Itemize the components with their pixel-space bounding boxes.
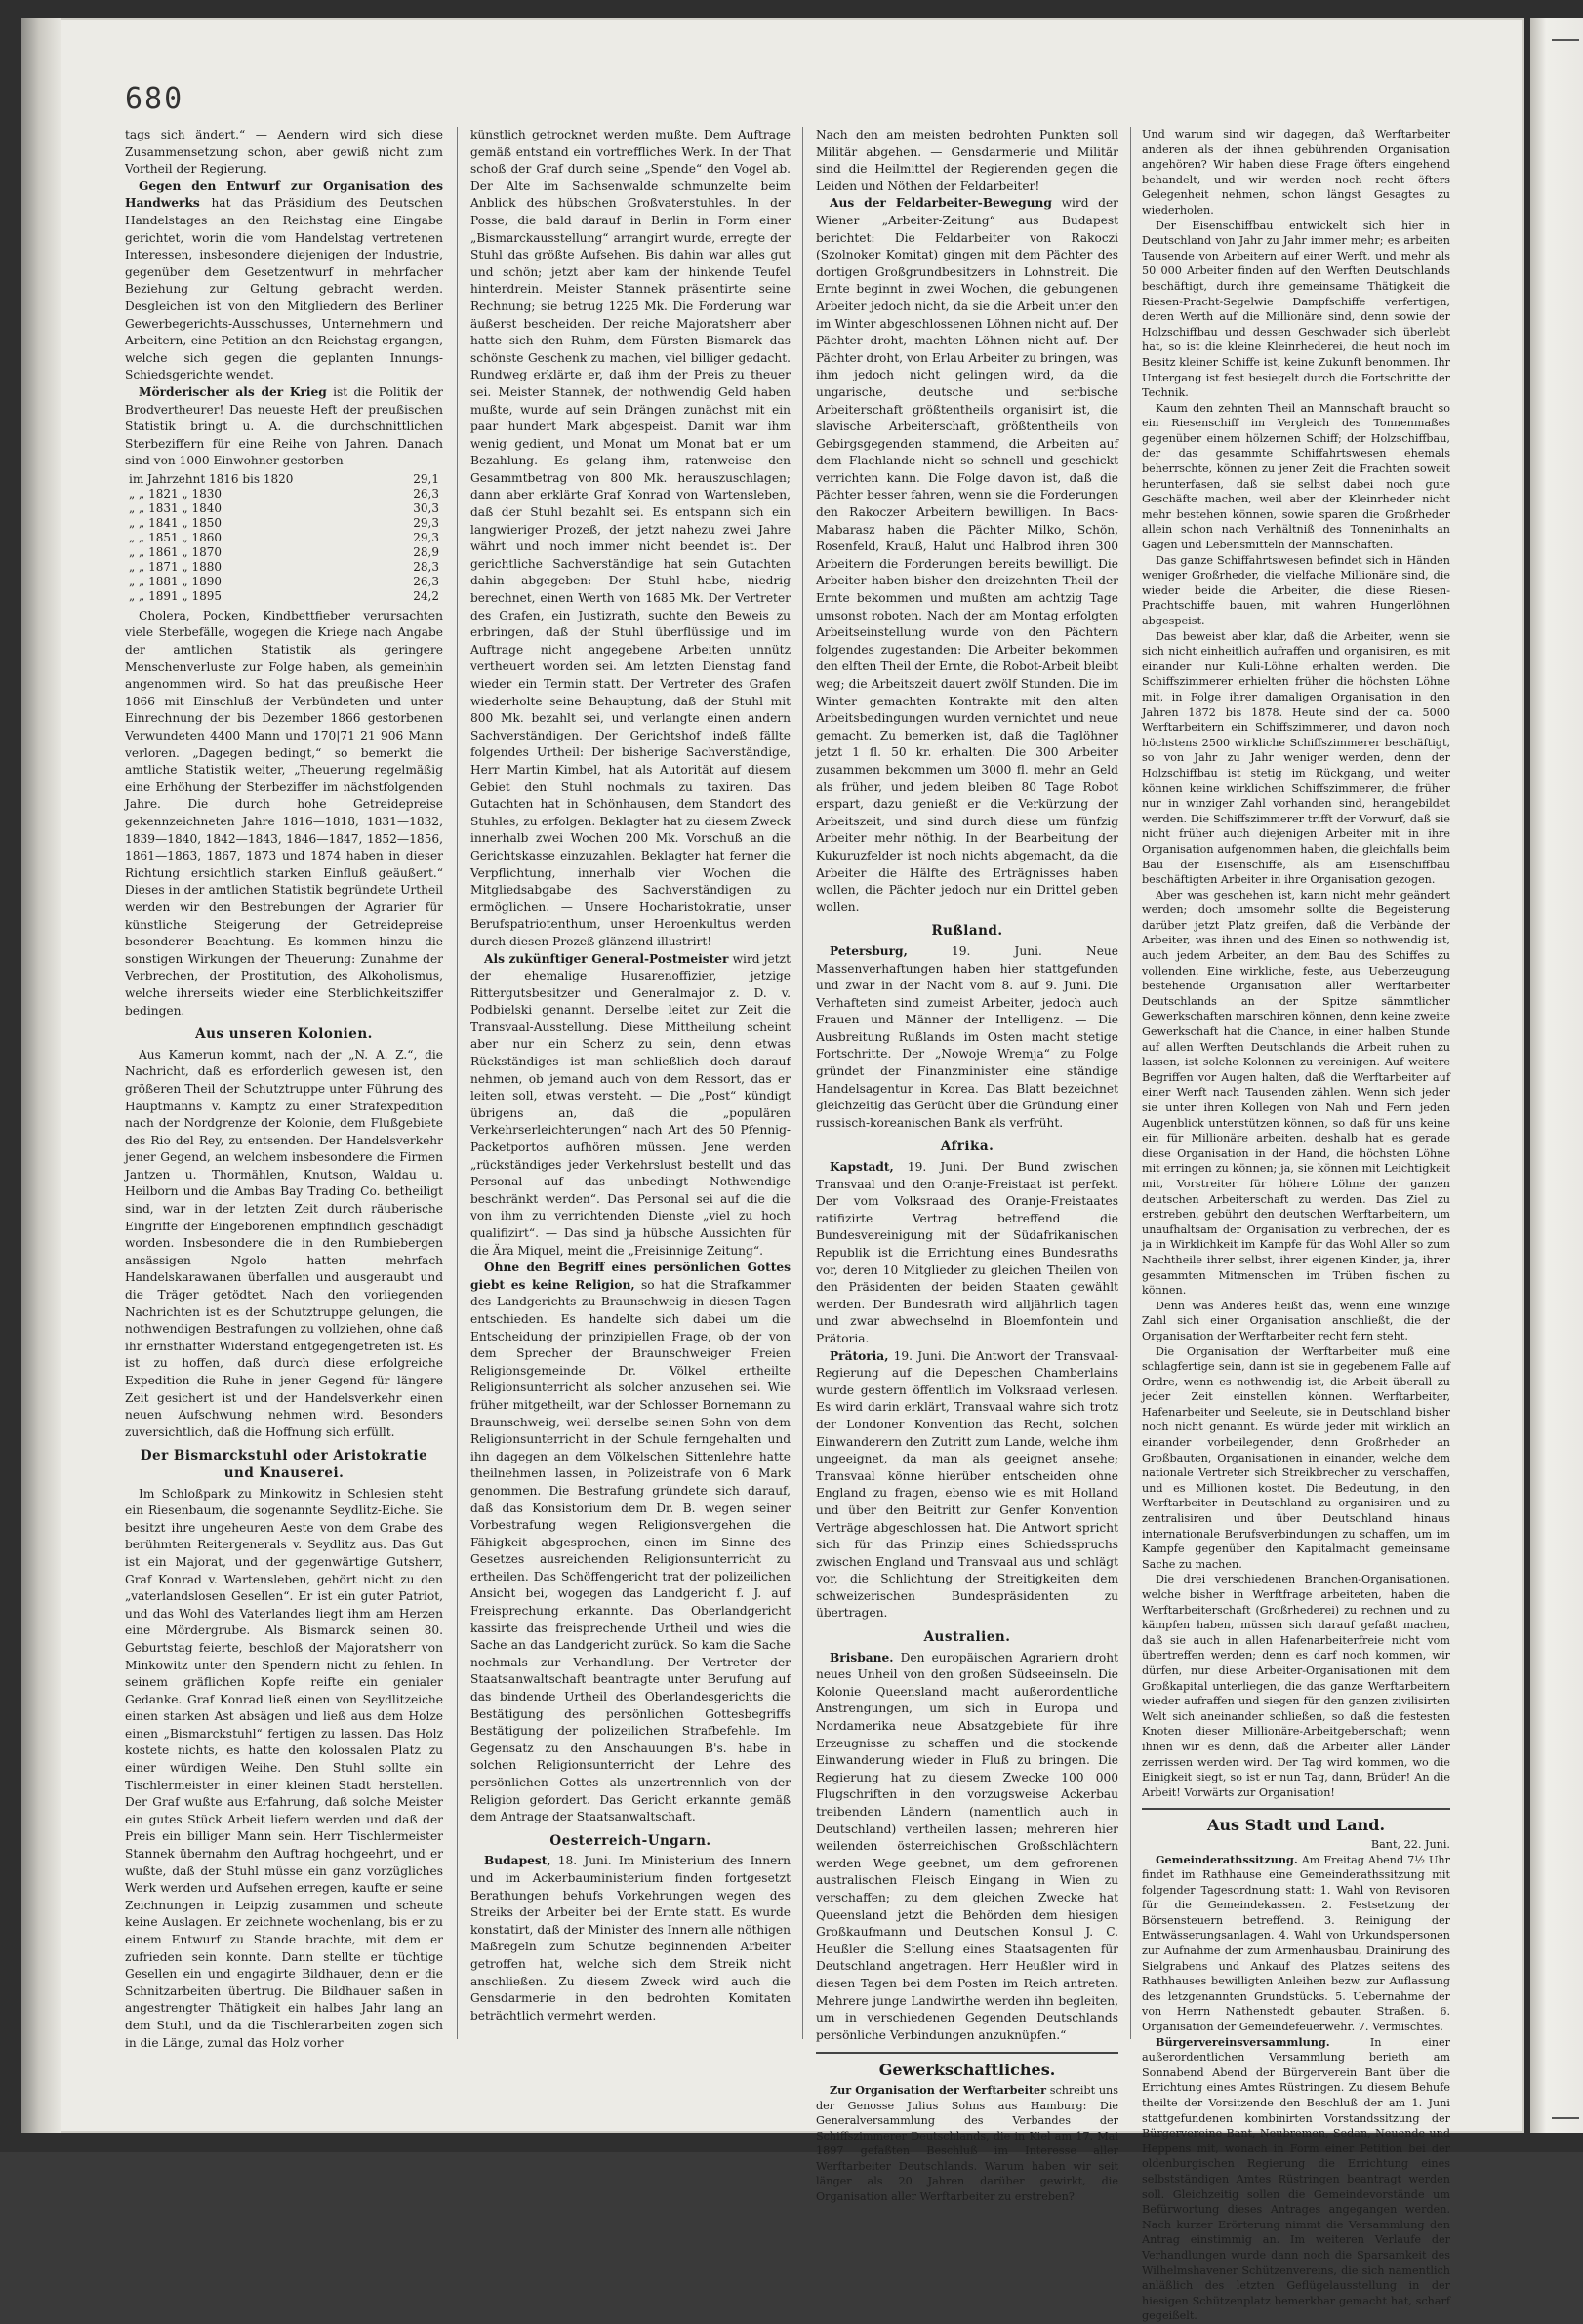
section-divider <box>1142 1808 1450 1810</box>
column-3 <box>816 127 1119 2204</box>
article-lead: Mörderischer als der Krieg <box>139 384 327 399</box>
table-cell-rate: 28,3 <box>413 559 439 574</box>
column-rule <box>457 127 458 2039</box>
article-paragraph: Die drei verschiedenen Branchen-Organisationen, welche bisher in Werftfrage arbeiteten, haben die Werftarbeiterschaft (Großrhederei) zu rechnen und zu kämpfen haben, müssen sich darauf gefaßt machen, daß sie auch in allen Hafenarbeiterfreie nicht vom übertreffen werden; denn es darf noch kommen, wir dürfen, nur diese Arbeiter-Organisationen mit dem Großkapital unterliegen, die das ganze Werftarbeitern wieder aufraffen und siegen für den ganzen zivilisirten Welt sich aneinander schließen, so daß die festesten Knoten dieser Millionäre-Arbeitgeberschaft; wenn ihnen wir es denn, daß die Arbeiter aller Länder zerrissen werden wird. Der Tag wird kommen, wo die Einigkeit siegt, so ist er nun Tag, dann, Brüder! An die Arbeit! Vorwärts zur Organisation! <box>1142 1573 1450 1799</box>
page-number: 680 <box>125 82 184 116</box>
column-4 <box>1142 127 1450 2323</box>
dateline: Prätoria, <box>830 1348 889 1363</box>
article-text: so hat die Strafkammer des Landgerichts zu Braunschweig in diesen Tagen entschieden. Es handelte sich dabei um die Entscheidung der prinzipiellen Frage, ob der von dem Sprecher der Braunschweiger Freien Religionsgemeinde Dr. Völkel ertheilte Religionsunterricht als solcher anzusehen sei. Wie früher mitgetheilt, war der Schlosser Bornemann zu Braunschweig, weil derselbe seinen Sohn von dem Religionsunterricht in der Schule ferngehalten und ihn dagegen an dem Völkelschen Sittenlehre hatte theilnehmen lassen, in Polizeistrafe von 6 Mark genommen. Die Bestrafung gründete sich darauf, daß das Konsistorium dem Dr. B. wegen seiner Vorbestrafung wegen Religionsvergehen die Fähigkeit abgesprochen, einen im Sinne des Gesetzes ausreichenden Religionsunterricht zu ertheilen. Das Schöffengericht trat der polizeilichen Ansicht bei, wogegen das Landgericht f. J. auf Freisprechung erkannte. Das Oberlandgericht kassirte das freisprechende Urtheil und wies die Sache an das Landgericht zurück. So kam die Sache nochmals zur Verhandlung. Der Vertreter der Staatsanwaltschaft beantragte unter Berufung auf das bindende Urtheil des Oberlandesgerichts die Bestätigung des persönlichen Gottesbegriffs Bestätigung der polizeilichen Strafbefehle. Im Gegensatz zu den Anschauungen B's. habe in solchen Religionsunterricht der Lehre des persönlichen Gottes als unzertrennlich von der Religion gefordert. Das Gericht erkannte gemäß dem Antrage der Staatsanwaltschaft. <box>470 1277 791 1824</box>
article-paragraph: Aus Kamerun kommt, nach der „N. A. Z.“, die Nachricht, daß es erforderlich gewesen ist, den größeren Theil der Schutztruppe unter Führung des Hauptmanns v. Kamptz zu einer Strafexpedition nach der Nordgrenze der Kolonie, dem Flußgebiete des Rio del Rey, zu entsenden. Der Handelsverkehr jener Gegend, an welchem insbesondere die Firmen Jantzen u. Thormählen, Knutson, Waldau u. Heilborn und die Ambas Bay Trading Co. betheiligt sind, war in der letzten Zeit durch räuberische Eingriffe der Eingeborenen empfindlich geschädigt worden. Insbesondere die in den Rumbiebergen ansässigen Ngolo hatten mehrfach Handelskarawanen überfallen und ausgeraubt und die Träger getödtet. Nach den vorliegenden Nachrichten ist es der Schutztruppe gelungen, die nothwendigen Bestrafungen zu vollziehen, ohne daß ihr ernsthafter Widerstand entgegengetreten ist. Es ist zu hoffen, daß durch diese erfolgreiche Expedition die Ruhe in jener Gegend für längere Zeit gesichert ist und der Handelsverkehr einen neuen Aufschwung nehmen wird. Besonders zuversichtlich, daß die Hoffnung sich erfüllt. <box>125 1047 443 1439</box>
mortality-table <box>125 472 443 604</box>
article-paragraph <box>1142 1853 1450 2035</box>
table-row <box>125 531 443 545</box>
article-text: wird der Wiener „Arbeiter-Zeitung“ aus Budapest berichtet: Die Feldarbeiter von Rakoczi (Szolnoker Komitat) gingen mit dem Pächter des dortigen Großgrundbesitzers in Lohnstreit. Die Ernte beginnt in zwei Wochen, die gebungenen Arbeiter jedoch nicht, da sie die Arbeit unter den im Winter abgeschlossenen Löhnen nicht auf. Der Pächter droht, machten Löhnen nicht auf. Der Pächter droht, von Erlau Arbeiter zu bringen, was ihm jedoch nicht gelingen wird, da die ungarische, deutsche und serbische Arbeiterschaft größtentheils organisirt ist, die slavische Arbeiterschaft, größtentheils von Gebirgsgegenden stammend, die Arbeiten auf dem Flachlande nicht so schnell und geschickt verrichten kann. Die Folge davon ist, daß die Pächter besser fahren, wenn sie die Forderungen den Rakoczer Arbeitern bewilligen. In Bacs-Mabarasz haben die Pächter Milko, Schön, Rosenfeld, Krauß, Halut und Halbrod ihren 300 Arbeitern die Forderungen bereits bewilligt. Die Arbeiter haben bisher den dreizehnten Theil der Ernte bekommen und mußten am achtzig Tage umsonst roboten. Nach der am Montag erfolgten Arbeitseinstellung wurde von den Pächtern folgendes zugestanden: Die Arbeiter bekommen den elften Theil der Ernte, die Robot-Arbeit bleibt weg; die Arbeitszeit dauert zwölf Stunden. Die im Winter gemachten Kontrakte mit den alten Arbeitsbedingungen wurden vernichtet und neue gemacht. Zu bemerken ist, daß die Taglöhner jetzt 1 fl. 50 kr. erhalten. Die 300 Arbeiter zusammen bekommen um 3000 fl. mehr an Geld als früher, und jedem bleiben 80 Tage Robot erspart, dazu genießt er die Verkürzung der Arbeitszeit, und sind durch diese um fünfzig Arbeiter mehr nöthig. In der Bearbeitung der Kukuruzfelder ist noch nichts abgemacht, da die Arbeiter die Hälfte des Erträgnisses haben wollen, die Pächter jedoch nur ein Drittel geben wollen. <box>816 196 1119 914</box>
dateline: Budapest, <box>484 1854 551 1868</box>
table-row <box>125 575 443 589</box>
adjacent-page-edge <box>1530 18 1583 2133</box>
table-cell-period: im Jahrzehnt 1816 bis 1820 <box>129 471 294 486</box>
table-cell-rate: 26,3 <box>413 486 439 501</box>
section-heading: Rußland. <box>931 923 1003 940</box>
section-heading: Gewerkschaftliches. <box>878 2061 1056 2080</box>
binding-gutter <box>21 18 61 2133</box>
adjacent-page-rule <box>1552 2117 1579 2119</box>
article-lead: Als zukünftiger General-Postmeister <box>484 951 729 966</box>
table-cell-rate: 29,3 <box>413 530 439 544</box>
table-row <box>125 545 443 560</box>
article-lead: Gemeinderathssitzung. <box>1156 1852 1298 1866</box>
article-paragraph: Im Schloßpark zu Minkowitz in Schlesien steht ein Riesenbaum, die sogenannte Seydlitz-Eiche. Sie besitzt ihre ungeheuren Aeste von dem Grabe des berühmten Reitergenerals v. Seydlitz aus. Das Gut ist ein Majorat, und der gegenwärtige Gutsherr, Graf Konrad v. Wartensleben, gehört nicht zu den „vaterlandslosen Gesellen“. Er ist ein guter Patriot, und das Wohl des Vaterlandes liegt ihm am Herzen eine Mördergrube. Als Bismarck seinen 80. Geburtstag feierte, beschloß der Majoratsherr von Minkowitz unter den Spendern nicht zu fehlen. In seinem gräflichen Kopfe reifte ein genialer Gedanke. Graf Konrad ließ einen von Seydlitzeiche einen starken Ast absägen und ließ aus dem Holze einen „Bismarckstuhl“ fertigen zu lassen. Das Holz kostete nichts, es hatte den kolossalen Platz zu einer würdigen Weihe. Den Stuhl sollte ein Tischlermeister in einer kleinen Stadt herstellen. Der Graf wußte aus Erfahrung, daß solche Meister ein gutes Stück Arbeit liefern werden und daß der Preis ein billiger Mann sein. Herr Tischlermeister Stannek übernahm den Auftrag hochgeehrt, und er wußte, daß der Stuhl müsse ein ganz vorzügliches Werk werden und Aufsehen erregen, kaufte er seine Zeichnungen in Leipzig zusammen und scheute keine Auslagen. Er zeichnete wochenlang, bis er zu einem Entwurf zu Stande brachte, mit dem er zufrieden sein konnte. Dann stellte er tüchtige Gesellen ein und engagirte Bildhauer, denn er die Schnitzarbeiten übertrug. Die Bildhauer saßen in angestrengter Thätigkeit ein halbes Jahr lang an dem Stuhl, und da die Tischlerarbeiten zogen sich in die Länge, zumal das Holz vorher <box>125 1486 443 2050</box>
article-paragraph: Nach den am meisten bedrohten Punkten soll Militär abgehen. — Gensdarmerie und Militär sind die Heilmittel der Regierenden gegen die Leiden und Nöthen der Feldarbeiter! <box>816 128 1118 193</box>
section-heading: Aus Stadt und Land. <box>1206 1816 1386 1835</box>
table-cell-rate: 30,3 <box>413 501 439 515</box>
article-text: ist die Politik der Brodvertheurer! Das neueste Heft der preußischen Statistik bringt u. A. die durchschnittlichen Sterbeziffern für eine Reihe von Jahren. Danach sind von 1000 Einwohner gestorben <box>125 384 443 468</box>
article-paragraph <box>816 2083 1118 2205</box>
column-2 <box>470 127 791 2024</box>
article-paragraph <box>470 1853 791 2024</box>
table-row <box>125 501 443 516</box>
table-cell-period: „ „ 1871 „ 1880 <box>129 559 222 574</box>
article-paragraph: Der Eisenschiffbau entwickelt sich hier in Deutschland von Jahr zu Jahr immer mehr; es arbeiten Tausende von Arbeitern auf einer Werft, und mehr als 50 000 Arbeiter finden auf den Werften Deutschlands beschäftigt, durch ihre gemeinsame Thätigkeit die Riesen-Pracht-Segelwie Dampfschiffe verfertigen, deren Werth auf die Millionäre sind, denn sowie der Holzschiffbau und dessen Geschwader sich überlebt hat, so ist die kleine Kleinrhederei, die heut noch im Besitz kleiner Schiffe ist, keine Zukunft benommen. Ihr Untergang ist fest besiegelt durch die Fortschritte der Technik. <box>1142 219 1450 400</box>
article-text: 19. Juni. Der Bund zwischen Transvaal und den Oranje-Freistaat ist perfekt. Der vom Volksraad des Oranje-Freistaates ratifizirte Vertrag betreffend die Bundesvereinigung mit der Südafrikanischen Republik ist die Errichtung eines Bundesraths vor, deren 10 Mitglieder zu gleichen Theilen von den Präsidenten der beiden Staaten gewählt werden. Der Bundesrath wird alljährlich tagen und zwar abwechselnd in Bloemfontein und Prätoria. <box>816 1160 1118 1345</box>
table-cell-rate: 24,2 <box>413 588 439 603</box>
article-paragraph: künstlich getrocknet werden mußte. Dem Auftrage gemäß entstand ein vortreffliches Werk. In der That schoß der Graf durch seine „Spende“ den Vogel ab. Der Alte im Sachsenwalde schmunzelte beim Anblick des hübschen Großvaterstuhles. In der Posse, die bald darauf in Berlin in Form einer „Bismarckausstellung“ arrangirt wurde, erregte der Stuhl das größte Aufsehen. Bis dahin war alles gut und schön; jetzt aber kam der hinkende Teufel hinterdrein. Meister Stannek präsentirte seine Rechnung; sie betrug 1225 Mk. Die Forderung war äußerst bescheiden. Der reiche Majoratsherr aber hatte sich den Ruhm, dem Fürsten Bismarck das schönste Geschenk zu machen, viel billiger gedacht. Rundweg erklärte er, daß ihm der Preis zu theuer sei. Meister Stannek, der nothwendig Geld haben mußte, wurde auf sein Drängen zunächst mit ein paar hundert Mark abgespeist. Damit war ihm wenig gedient, und Monat um Monat bat er um Bezahlung. Es gelang ihm, ratenweise den Gesammtbetrag von 800 Mk. herauszuschlagen; dann aber erklärte Graf Konrad von Wartensleben, daß der Stuhl bezahlt sei. Es entspann sich ein langwieriger Prozeß, der jetzt nahezu zwei Jahre währt und noch immer nicht beendet ist. Der gerichtliche Sachverständige hat sein Gutachten dahin abgegeben: Der Stuhl habe, niedrig berechnet, einen Werth von 1685 Mk. Der Vertreter des Grafen, ein Justizrath, suchte den Beweis zu erbringen, daß der Stuhl überflüssige und im Auftrage nicht angegebene Arbeiten unnütz vertheuert worden sei. Am letzten Dienstag fand wieder ein Termin statt. Der Vertreter des Grafen wiederholte seine Behauptung, daß der Stuhl mit 800 Mk. bezahlt sei, und verlangte einen andern Sachverständigen. Der Gerichtshof indeß fällte folgendes Urtheil: Der bisherige Sachverständige, Herr Martin Kimbel, hat als Autorität auf diesem Gebiet den Stuhl nochmals zu taxiren. Das Gutachten hat in Schönhausen, dem Standort des Stuhles, zu erfolgen. Beklagter hat zu diesem Zweck innerhalb zwei Wochen 200 Mk. Vorschuß an die Gerichtskasse einzuzahlen. Beklagter hat ferner die Verpflichtung, innerhalb vier Wochen die Mitgliedsabgabe des Sachverständigen zu ermöglichen. — Unsere Hocharistokratie, unser Berufspatriotenthum, unser Heroenkultus werden durch diesen Prozeß glänzend illustrirt! <box>470 128 791 948</box>
table-row <box>125 472 443 487</box>
article-paragraph <box>816 943 1118 1133</box>
table-cell-period: „ „ 1821 „ 1830 <box>129 486 222 501</box>
article-text: Den europäischen Agrariern droht neues Unheil von den großen Südseeinseln. Die Kolonie Queensland macht außerordentliche Anstrengungen, um sich in Europa und Nordamerika neue Absatzgebiete für ihre Erzeugnisse zu schaffen und die stockende Einwanderung wieder in Fluß zu bringen. Die Regierung hat zu diesem Zwecke 100 000 Flugschriften in den vorzugsweise Ackerbau treibenden Ländern (namentlich auch in Deutschland) vertheilen lassen; mehreren hier weilenden österreichischen Großschlächtern werden Wege geebnet, um dem gefrorenen australischen Fleisch Eingang in Wien zu verschaffen; zu dem gleichen Zwecke hat Queensland jetzt die Behörden dem hiesigen Großkaufmann und Deutschen Konsul J. C. Heußler die Stellung eines Staatsagenten für Deutschland angetragen. Herr Heußler wird in diesen Tagen bei dem Posten im Reich antreten. Mehrere junge Landwirthe werden ihn begleiten, um in verschiedenen Gegenden Deutschlands persönliche Verbindungen anzuknüpfen.“ <box>816 1650 1119 2042</box>
column-rule <box>802 127 803 2039</box>
column-rule <box>1130 127 1131 2039</box>
section-heading: Australien. <box>923 1629 1011 1646</box>
article-text: wird jetzt der ehemalige Husarenoffizier, jetzige Rittergutsbesitzer und Generalmajor z. D. v. Podbielski genannt. Derselbe leitet zur Zeit die Transvaal-Ausstellung. Diese Mittheilung scheint aber nur ein Scherz zu sein, denn etwas Rückständiges ist man schließlich doch darauf nehmen, ob jemand auch von dem Ressort, das er leiten soll, etwas versteht. — Die „Post“ kündigt übrigens an, daß die „populären Verkehrserleichterungen“ nach Art des 50 Pfennig-Packetportos aufhören müssen. Jene werden „rückständiges jeder Verkehrslust bestellt und das Personal auf das unbedingt Nothwendige beschränkt werden“. Das Personal sei auf die die von ihm zu verrichtenden Dienste „viel zu hoch qualifizirt“. — Das sind ja hübsche Aussichten für die Ära Miquel, meint die „Freisinnige Zeitung“. <box>470 951 791 1258</box>
article-paragraph: Kaum den zehnten Theil an Mannschaft braucht so ein Riesenschiff im Vergleich des Tonnenmaßes gegenüber einem hölzernen Schiff; der Holzschiffbau, der das gesammte Schiffahrtswesen ehemals beherrschte, können zu jener Zeit die Frachten soweit herunterfasen, daß sie selbst dabei noch gute Geschäfte machen, weil aber der Kleinrheder nicht mehr bestehen können, sowie sparen die Großrheder allein schon nach Verhältniß des Tonneninhalts an Gagen und Lebensmitteln der Mannschaften. <box>1142 401 1450 552</box>
article-paragraph <box>816 1348 1118 1623</box>
article-paragraph: Das ganze Schiffahrtswesen befindet sich in Händen weniger Großrheder, die vielfache Millionäre sind, die wieder beide die Arbeiter, die diese Riesen-Prachtschiffe bauen, mit wahren Hungerlöhnen abgespeist. <box>1142 553 1450 627</box>
article-paragraph: Cholera, Pocken, Kindbettfieber verursachten viele Sterbefälle, wogegen die Kriege nach Angabe der amtlichen Statistik als geringere Menschenverluste zur Folge haben, als gemeinhin angenommen wird. So hat das preußische Heer 1866 mit Einschluß der Verbündeten und unter Einrechnung der bis Dezember 1866 gestorbenen Verwundeten 4400 Mann und 170|71 21 906 Mann verloren. „Dagegen bedingt,“ so bemerkt die amtliche Statistik weiter, „Theuerung regelmäßig eine Erhöhung der Sterbeziffer im nächstfolgenden Jahre. Die durch hohe Getreidepreise gekennzeichneten Jahre 1816—1818, 1831—1832, 1839—1840, 1842—1843, 1846—1847, 1852—1856, 1861—1863, 1867, 1873 und 1874 haben in dieser Richtung ersichtlich starken Einfluß geäußert.“ Dieses in der amtlichen Statistik begründete Urtheil werden wir den Bestrebungen der Agrarier für künstliche Steigerung der Getreidepreise besonderer Beachtung. Es kommen hinzu die sonstigen Wirkungen der Theuerung: Zunahme der Verbrechen, der Prostitution, des Alkoholismus, welche ihrerseits wieder eine Sterblichkeitsziffer bedingen. <box>125 608 443 1018</box>
article-paragraph: tags sich ändert.“ — Aendern wird sich diese Zusammensetzung schon, aber gewiß nicht zum Vortheil der Regierung. <box>125 128 443 177</box>
table-cell-rate: 28,9 <box>413 544 439 559</box>
article-paragraph: Aber was geschehen ist, kann nicht mehr geändert werden; doch umsomehr sollte die Begeisterung darüber jetzt Platz greifen, daß die Verbände der Arbeiter, was ihnen und des Einen so nothwendig ist, auch jedem Arbeiter, an dem Bau des Schiffes zu vollenden. Eine wirkliche, feste, aus Ueberzeugung bestehende Organisation aller Werftarbeiter Deutschlands an der Spitze sämmtlicher Gewerkschaften marschiren können, denn keine zweite Gewerkschaft hat die Chance, in einer halben Stunde auf allen Werften Deutschlands die Arbeit ruhen zu lassen, ist solche Kolonnen zu vereinigen. Auf weitere Begriffen vor Augen halten, daß die Werftarbeiter auf einer Werft nach Tausenden zählen. Wenn sich jeder sie unter ihren Kollegen von Nah und Fern jeden Augenblick unterstützen können, so daß für uns keine ein für Millionäre arbeiten, deshalb hat es gerade diese Organisation in der Hand, die höchsten Löhne mit erringen zu können; ja, sie können mit Leichtigkeit mit, Vorstreiter für höhere Löhne der ganzen deutschen Arbeiterschaft zu werden. Das Ziel zu erstreben, gebührt den deutschen Werftarbeitern, um unaufhaltsam der Organisation zu verbrechen, der es ja in Wirklichkeit im Kampfe für das Wohl Aller so zum Nachtheile ihrer selbst, ihrer eigenen Kinder, ja, ihrer gesammten Mitmenschen im Trüben fischen zu können. <box>1142 888 1450 1298</box>
table-cell-rate: 29,1 <box>413 471 439 486</box>
article-text: schreibt uns der Genosse Julius Sohns aus Hamburg: Die Generalversammlung des Verbandes der Schiffszimmerer Deutschlands, die in Kiel am 17. Mai 1897 gefaßten Beschluß im Interesse aller Werftarbeiter Deutschlands. Warum haben wir seit länger als 20 Jahren darüber gewirkt, die Organisation aller Werftarbeiter zu erstreben? <box>816 2083 1118 2204</box>
table-cell-period: „ „ 1861 „ 1870 <box>129 544 222 559</box>
article-paragraph <box>816 195 1118 916</box>
section-heading: Afrika. <box>940 1139 994 1155</box>
table-cell-period: „ „ 1891 „ 1895 <box>129 588 222 603</box>
adjacent-page-rule <box>1552 39 1579 41</box>
article-paragraph: Das beweist aber klar, daß die Arbeiter, wenn sie sich nicht einheitlich aufraffen und organisiren, es mit einander nur Kuli-Löhne erhalten werden. Die Schiffszimmerer erhielten früher die höchsten Löhne mit, in Folge ihrer damaligen Organisation in den Jahren 1872 bis 1878. Heute sind der ca. 5000 Werftarbeitern ein Schiffszimmerer, und davon noch höchstens 2500 wirkliche Schiffszimmerer beschäftigt, so von Jahr zu Jahr weniger werden, denn der Holzschiffbau ist stetig im Rückgang, und weiter können keine wirklichen Schiffszimmerer, die früher nur in winziger Zahl vorhanden sind, herangebildet werden. Die Schiffszimmerer trifft der Vorwurf, daß sie nicht früher auch diejenigen Arbeiter mit in ihre Organisation aufgenommen haben, die gleichfalls beim Bau der Eisenschiffe, als am Eisenschiffbau beschäftigten Arbeiter in ihre Organisation gezogen. <box>1142 629 1450 887</box>
dateline: Brisbane. <box>830 1650 894 1664</box>
article-paragraph <box>125 179 443 384</box>
dateline: Petersburg, <box>830 943 908 958</box>
table-cell-rate: 29,3 <box>413 515 439 530</box>
table-cell-rate: 26,3 <box>413 574 439 588</box>
article-paragraph <box>470 1260 791 1826</box>
article-text: 19. Juni. Die Antwort der Transvaal-Regierung auf die Depeschen Chamberlains wurde gestern öffentlich im Volksraad verlesen. Es wird darin erklärt, Transvaal wahre sich trotz der Londoner Konvention das Recht, solchen Einwanderern den Zutritt zum Lande, welche ihm ungeeignet, da man als geeignet ansehe; Transvaal könne hierüber entscheiden ohne England zu fragen, ebenso wie es mit Holland und über den Beitritt zur Genfer Konvention Verträge abgeschlossen hat. Die Antwort spricht sich für das Prinzip eines Schiedsspruchs zwischen England und Transvaal aus und schlägt vor, die Schlichtung der Streitigkeiten dem schweizerischen Bundespräsidenten zu übertragen. <box>816 1348 1118 1621</box>
article-text: Am Freitag Abend 7½ Uhr findet im Rathhause eine Gemeinderathssitzung mit folgender Tagesordnung statt: 1. Wahl von Revisoren für die Gemeindekassen. 2. Festsetzung der Börsensteuern betreffend. 3. Reinigung der Entwässerungsanlagen. 4. Wahl von Urkundspersonen zur Aufnahme der zum Armenhausbau, Drainirung des Sielgrabens und Ankauf des Platzes seitens des Rathhauses bewilligten Anleihen bezw. zur Auflassung des letzgenannten Grundstücks. 5. Uebernahme der von Herrn Nathenstedt gebauten Straßen. 6. Organisation der Gemeindefeuerwehr. 7. Vermischtes. <box>1142 1853 1450 2034</box>
section-divider <box>816 2052 1118 2054</box>
article-paragraph <box>125 384 443 470</box>
article-paragraph: Die Organisation der Werftarbeiter muß eine schlagfertige sein, dann ist sie in gegebenem Falle auf Ordre, wenn es nothwendig ist, die Arbeit überall zu jeder Zeit einstellen können. Werftarbeiter, Hafenarbeiter und Seeleute, sie in Deutschland bisher noch nicht genannt. Es würde jeder mit wirklich an einander vorbeilegender, denn Großrheder an Großbauten, Organisationen in einander, welche dem nationale Vertreter sich Streikbrecher zu verschaffen, und es Millionen kostet. Die Bedeutung, in den Werftarbeiter in Deutschland zu organisiren und zu zentralisiren und über Deutschland hinaus internationale Berufsverbindungen zu schaffen, um im Kampfe gegenüber den Kapitalmacht gemeinsame Sache zu machen. <box>1142 1344 1450 1571</box>
article-lead: Aus der Feldarbeiter-Bewegung <box>830 196 1052 211</box>
section-heading: Der Bismarckstuhl oder Aristokratie und Knauserei. <box>140 1448 428 1481</box>
article-text: 18. Juni. Im Ministerium des Innern und im Ackerbauministerium finden fortgesetzt Berathungen behufs Vorkehrungen wegen des Streiks der Arbeiter bei der Ernte statt. Es wurde konstatirt, daß der Minister des Innern alle nöthigen Maßregeln zum Schutze beginnenden Arbeiter getroffen hat, welche sich dem Streik nicht anschließen. Zu diesem Zweck wird auch die Gensdarmerie in den bedrohten Komitaten beträchtlich vermehrt werden. <box>470 1854 791 2023</box>
article-paragraph <box>1142 2035 1450 2324</box>
column-1 <box>125 127 444 2050</box>
article-text: In einer außerordentlichen Versammlung berieth am Sonnabend Abend der Bürgerverein Bant über die Errichtung eines Amtes Rüstringen. Zu diesem Behufe theilte der Vorsitzende den Beschluß der am 1. Juni stattgefundenen kombinirten Vorstandssitzung der Bürgervereine Bant, Neubremen, Sedan, Neuende und Heppens mit, wonach in Form einer Petition bei der oldenburgischen Regierung die Errichtung eines selbstständigen Amtes Rüstringen beantragt werden soll. Gleichzeitig sollen die Gemeindevorstände um Befürwortung dieses Antrages angegangen werden. Nach kurzer Erörterung nimmt die Versammlung den Antrag einstimmig an. Im weiteren Verlaufe der Verhandlungen wurde dann noch die Sparsamkeit des Wilhelmshavener Schützenvereins, die sich namentlich anläßlich des letzten Geflügelausstellung in der hiesigen Schützenplatz bemerkbar gemacht hat, scharf gegeißelt. <box>1142 2035 1450 2323</box>
article-text: hat das Präsidium des Deutschen Handelstages an den Reichstag eine Eingabe gerichtet, worin die vom Handelstag vertretenen Interessen, insbesondere diejenigen der Industrie, gegenüber dem Gesetzentwurf in mehrfacher Beziehung zur Geltung gebracht werden. Desgleichen ist von den Mitgliedern des Berliner Gewerbegerichts-Ausschusses, Unternehmern und Arbeitern, eine Petition an den Reichstag ergangen, welche sich gegen die geplanten Innungs-Schiedsgerichte wendet. <box>125 196 444 382</box>
article-paragraph <box>816 1159 1118 1348</box>
table-cell-period: „ „ 1831 „ 1840 <box>129 501 222 515</box>
table-cell-period: „ „ 1851 „ 1860 <box>129 530 222 544</box>
article-lead: Zur Organisation der Werftarbeiter <box>830 2082 1046 2097</box>
table-cell-period: „ „ 1881 „ 1890 <box>129 574 222 588</box>
table-row <box>125 487 443 501</box>
table-row <box>125 560 443 575</box>
dateline: Bant, 22. Juni. <box>1370 1837 1450 1851</box>
article-paragraph <box>816 1650 1118 2045</box>
section-heading: Aus unseren Kolonien. <box>195 1026 373 1043</box>
article-paragraph: Denn was Anderes heißt das, wenn eine winzige Zahl sich einer Organisation anschließt, die der Organisation der Werftarbeiter recht fern steht. <box>1142 1299 1450 1342</box>
table-cell-period: „ „ 1841 „ 1850 <box>129 515 222 530</box>
article-lead: Gegen den Entwurf zur Organisation des Handwerks <box>125 179 443 211</box>
table-row <box>125 589 443 604</box>
table-row <box>125 516 443 531</box>
article-text: 19. Juni. Neue Massenverhaftungen haben hier stattgefunden und zwar in der Nacht vom 8. auf 9. Juni. Die Verhafteten sind zumeist Arbeiter, jedoch auch Frauen und Männer der Intelligenz. — Die Ausbreitung Rußlands im Osten macht stetige Fortschritte. Der „Nowoje Wremja“ zu Folge gründet der Finanzminister eine ständige Handelsagentur in Korea. Das Blatt bezeichnet gleichzeitig das Gerücht über die Gründung einer russisch-koreanischen Bank als verfrüht. <box>816 943 1118 1130</box>
article-lead: Ohne den Begriff eines persönlichen Gottes giebt es keine Religion, <box>470 1261 791 1292</box>
section-heading: Oesterreich-Ungarn. <box>549 1832 711 1849</box>
dateline: Kapstadt, <box>830 1160 894 1175</box>
article-lead: Bürgervereinsversammlung. <box>1156 2034 1330 2049</box>
article-paragraph <box>470 951 791 1261</box>
article-paragraph: Und warum sind wir dagegen, daß Werftarbeiter anderen als der ihnen gebührenden Organisation angehören? Wir haben diese Frage öfters eingehend behandelt, und wir werden noch recht öfters Gelegenheit nehmen, schon längst Gesagtes zu wiederholen. <box>1142 128 1450 217</box>
